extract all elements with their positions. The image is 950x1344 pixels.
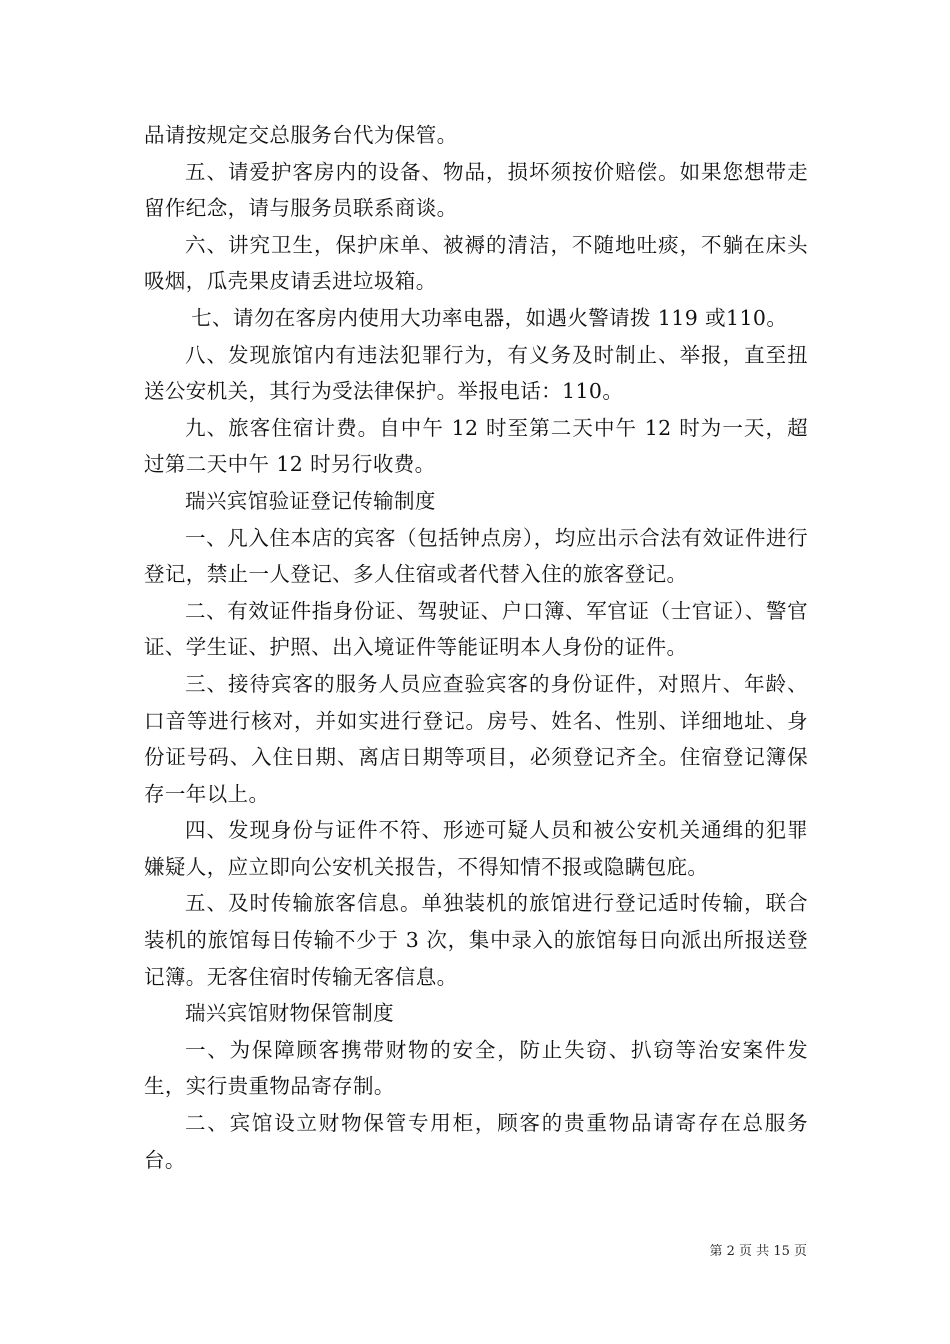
paragraph-1: 品请按规定交总服务台代为保管。 [144, 123, 458, 147]
paragraph-2: 五、请爱护客房内的设备、物品，损坏须按价赔偿。如果您想带走留作纪念，请与服务员联系商谈。 [144, 159, 808, 221]
paragraph-5: 八、发现旅馆内有违法犯罪行为，有义务及时制止、举报，直至扭送公安机关，其行为受法律保护。举报电话：110。 [144, 342, 808, 404]
paragraph-10: 三、接待宾客的服务人员应查验宾客的身份证件，对照片、年龄、口音等进行核对，并如实进行登记。房号、姓名、性别、详细地址、身份证号码、入住日期、离店日期等项目，必须登记齐全。住宿登记簿保存一年以上。 [144, 671, 808, 806]
paragraph-8: 一、凡入住本店的宾客（包括钟点房），均应出示合法有效证件进行登记，禁止一人登记、多人住宿或者代替入住的旅客登记。 [144, 525, 808, 587]
document-body [144, 117, 808, 1178]
page-number: 第 2 页 共 15 页 [709, 1244, 807, 1259]
section-heading-property: 瑞兴宾馆财物保管制度 [185, 1001, 394, 1026]
section-heading-registration: 瑞兴宾馆验证登记传输制度 [185, 488, 436, 513]
paragraph-4: 七、请勿在客房内使用大功率电器，如遇火警请拨 119 或110。 [191, 305, 788, 330]
paragraph-9: 二、有效证件指身份证、驾驶证、户口簿、军官证（士官证）、警官证、学生证、护照、出入境证件等能证明本人身份的证件。 [144, 598, 808, 660]
paragraph-6: 九、旅客住宿计费。自中午 12 时至第二天中午 12 时为一天，超过第二天中午 12 时另行收费。 [144, 415, 808, 477]
paragraph-11: 四、发现身份与证件不符、形迹可疑人员和被公安机关通缉的犯罪嫌疑人，应立即向公安机关报告，不得知情不报或隐瞒包庇。 [144, 818, 808, 879]
paragraph-3: 六、讲究卫生，保护床单、被褥的清洁，不随地吐痰，不躺在床头吸烟，瓜壳果皮请丢进垃圾箱。 [144, 232, 808, 294]
paragraph-14: 一、为保障顾客携带财物的安全，防止失窃、扒窃等治安案件发生，实行贵重物品寄存制。 [144, 1037, 808, 1099]
paragraph-15: 二、宾馆设立财物保管专用柜，顾客的贵重物品请寄存在总服务台。 [144, 1111, 808, 1172]
paragraph-12: 五、及时传输旅客信息。单独装机的旅馆进行登记适时传输，联合装机的旅馆每日传输不少于 3 次，集中录入的旅馆每日向派出所报送登记簿。无客住宿时传输无客信息。 [144, 891, 808, 989]
